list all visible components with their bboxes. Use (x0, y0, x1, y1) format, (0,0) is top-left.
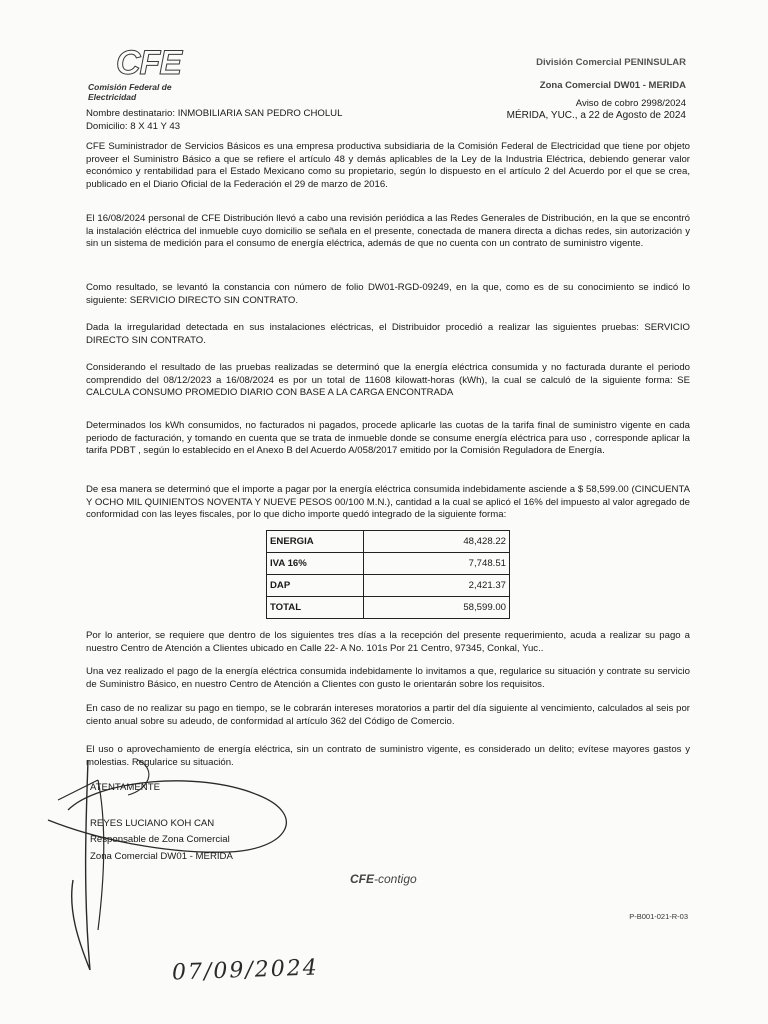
signer-zone: Zona Comercial DW01 - MERIDA (90, 851, 233, 862)
paragraph-11: El uso o aprovechamiento de energía eléctrica, sin un contrato de suministro vigente, es considerado un delito; evítese mayores gastos y molestias. Regularice su situación. (86, 744, 690, 768)
paragraph-8: Por lo anterior, se requiere que dentro de los siguientes tres días a la recepción del presente requerimiento, acuda a realizar su pago a nuestro Centro de Atención a Clientes ubicado en Calle 22- A No. 101s Por 21 Centro, 97345, Conkal, Yuc.. (86, 630, 690, 654)
brand-cfe: CFE (350, 872, 374, 886)
cfe-logo (88, 46, 208, 102)
table-row (267, 531, 510, 553)
brand-contigo: -contigo (374, 872, 417, 886)
cfe-contigo-brand (350, 872, 417, 886)
place-date: MÉRIDA, YUC., a 22 de Agosto de 2024 (506, 110, 686, 121)
recipient-address: Domicilio: 8 X 41 Y 43 (86, 121, 181, 132)
paragraph-5: Considerando el resultado de las pruebas realizadas se determinó que la energía eléctrica consumida y no facturada durante el periodo comprendido del 08/12/2023 a 16/08/2024 es por un total de 11608 kilowatt-horas (kWh), la cual se calculó de la siguiente forma: SE CALCULA CONSUMO PROMEDIO DIARIO CON BASE A LA CARGA ENCONTRADA (86, 362, 690, 399)
handwritten-date: 07/09/2024 (171, 955, 320, 986)
recipient-name: Nombre destinatario: INMOBILIARIA SAN PEDRO CHOLUL (86, 108, 343, 119)
aviso-cobro: Aviso de cobro 2998/2024 (575, 98, 686, 109)
paragraph-10: En caso de no realizar su pago en tiempo, se le cobrarán intereses moratorios a partir del día siguiente al vencimiento, calculados al seis por ciento anual sobre su adeudo, de conformidad al artículo 362 del Código de Comercio. (86, 703, 690, 727)
form-code: P-B001-021-R-03 (629, 912, 688, 921)
table-row (267, 575, 510, 597)
paragraph-3: Como resultado, se levantó la constancia con número de folio DW01-RGD-09249, en la que, como es de su conocimiento se indicó lo siguiente: SERVICIO DIRECTO SIN CONTRATO. (86, 282, 690, 306)
amount-value: 7,748.51 (364, 553, 510, 575)
paragraph-1: CFE Suministrador de Servicios Básicos es una empresa productiva subsidiaria de la Comisión Federal de Electricidad que tiene por objeto proveer el Suministro Básico a que se refiere el artículo 48 y demás aplicables de la Ley de la Industria Eléctrica, debiendo generar valor económico y rentabilidad para el Estado Mexicano como su propietario, según lo dispuesto en el artículo 2 del Acuerdo por el que se crea, publicado en el Diario Oficial de la Federación el 29 de marzo de 2016. (86, 141, 690, 190)
amount-value: 2,421.37 (364, 575, 510, 597)
table-row (267, 553, 510, 575)
signer-role: Responsable de Zona Comercial (90, 834, 230, 845)
amount-value: 58,599.00 (364, 597, 510, 619)
amounts-table (266, 530, 510, 619)
zona-comercial: Zona Comercial DW01 - MERIDA (539, 80, 686, 91)
paragraph-7: De esa manera se determinó que el importe a pagar por la energía eléctrica consumida indebidamente asciende a $ 58,599.00 (CINCUENTA Y OCHO MIL QUINIENTOS NOVENTA Y NUEVE PESOS 00/100 M.N.), cantidad a la cual se aplicó el 16% del impuesto al valor agregado de conformidad con las leyes fiscales, por lo que dicho importe quedó integrado de la siguiente forma: (86, 484, 690, 521)
amount-value: 48,428.22 (364, 531, 510, 553)
paragraph-4: Dada la irregularidad detectada en sus instalaciones eléctricas, el Distribuidor procedió a realizar las siguientes pruebas: SERVICIO DIRECTO SIN CONTRATO. (86, 322, 690, 346)
table-row (267, 597, 510, 619)
paragraph-6: Determinados los kWh consumidos, no facturados ni pagados, procede aplicarle las cuotas de la tarifa final de suministro vigente en cada periodo de facturación, y tomando en cuenta que se trata de inmueble donde se consume energía eléctrica para uso , corresponde aplicar la tarifa PDBT , según lo establecido en el Anexo B del Acuerdo A/058/2017 emitido por la Comisión Reguladora de Energía. (86, 420, 690, 457)
paragraph-2: El 16/08/2024 personal de CFE Distribución llevó a cabo una revisión periódica a las Redes Generales de Distribución, en la que se encontró la instalación eléctrica del inmueble cuyo domicilio se señala en el presente, conectada de manera directa a dichas redes, sin autorización y sin un sistema de medición para el consumo de energía eléctrica, además de que no cuenta con un contrato de suministro vigente. (86, 213, 690, 250)
closing-text: ATENTAMENTE (90, 782, 160, 793)
amount-label: ENERGIA (267, 531, 364, 553)
cfe-logo-mark: CFE (116, 44, 181, 82)
amount-label: TOTAL (267, 597, 364, 619)
cfe-logo-subtitle: Comisión Federal de Electricidad (88, 82, 172, 102)
handwritten-signature (28, 740, 348, 990)
paragraph-9: Una vez realizado el pago de la energía eléctrica consumida indebidamente lo invitamos a que, regularice su situación y contrate su servicio de Suministro Básico, en nuestro Centro de Atención a Clientes con gusto le orientarán sobre los requisitos. (86, 666, 690, 690)
signer-name: REYES LUCIANO KOH CAN (90, 818, 215, 829)
division-comercial: División Comercial PENINSULAR (536, 57, 686, 68)
amount-label: DAP (267, 575, 364, 597)
recipient-block (86, 107, 342, 133)
amount-label: IVA 16% (267, 553, 364, 575)
